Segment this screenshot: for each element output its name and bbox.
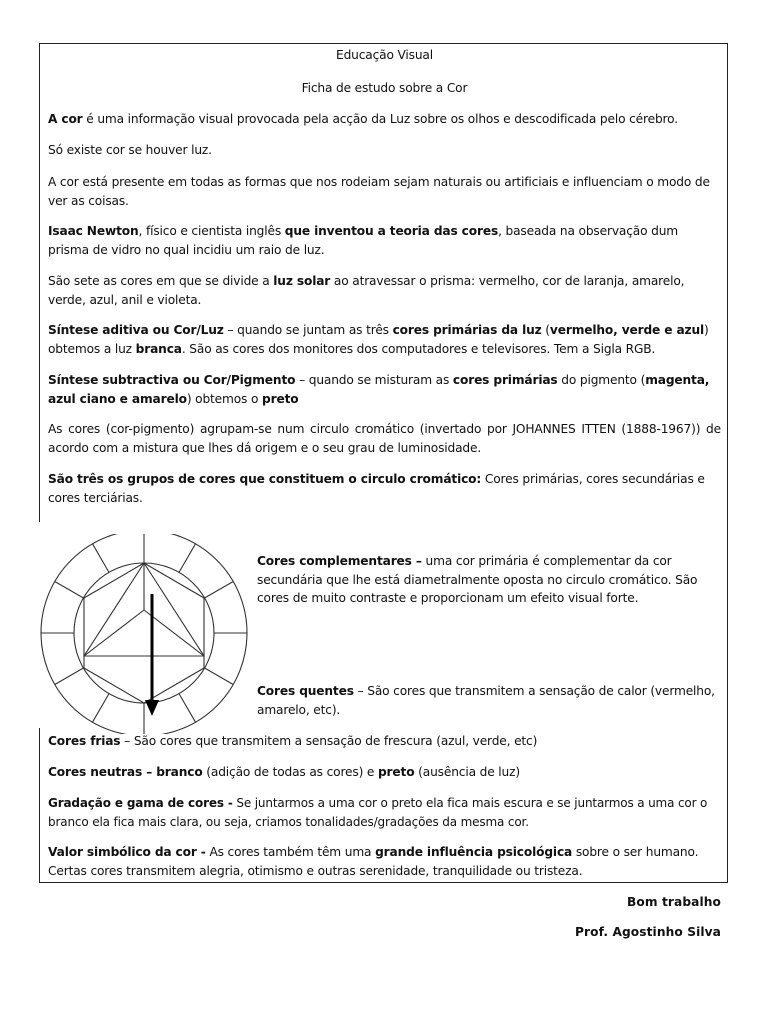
paragraph-complementary: Cores complementares – uma cor primária é complementar da cor secundária que lhe está diametralmente oposta no circulo cromático. São cores de muito contraste e proporcionam um efeito visual forte. <box>257 554 698 605</box>
paragraph-itten: As cores (cor-pigmento) agrupam-se num circulo cromático (invertado por JOHANNES ITTEN (1888-1967)) de acordo com a mistura que lhes dá origem e o seu grau de luminosidade. <box>48 422 721 455</box>
paragraph-groups: São três os grupos de cores que constituem o circulo cromático: Cores primárias, cores secundárias e cores terciárias. <box>48 472 705 505</box>
subject-heading: Educação Visual <box>336 48 433 62</box>
paragraph-symbolic: Valor simbólico da cor - As cores também têm uma grande influência psicológica sobre o ser humano. Certas cores transmitem alegria, otimismo e outras serenidade, tranquilidade ou tristeza. <box>48 845 699 878</box>
paragraph-gradation: Gradação e gama de cores - Se juntarmos a uma cor o preto ela fica mais escura e se juntarmos a uma cor o branco ela fica mais clara, ou seja, criamos tonalidades/gradações da mesma cor. <box>48 796 708 829</box>
author-signature: Prof. Agostinho Silva <box>575 925 721 939</box>
color-wheel-illustration <box>40 534 252 734</box>
page-title: Ficha de estudo sobre a Cor <box>301 81 468 95</box>
paragraph-presence: A cor está presente em todas as formas que nos rodeiam sejam naturais ou artificiais e influenciam o modo de ver as coisas. <box>48 175 710 208</box>
paragraph-neutral-colors: Cores neutras – branco (adição de todas as cores) e preto (ausência de luz) <box>48 765 520 779</box>
paragraph-light: Só existe cor se houver luz. <box>48 143 212 157</box>
paragraph-seven-colors: São sete as cores em que se divide a luz solar ao atravessar o prisma: vermelho, cor de laranja, amarelo, verde, azul, anil e violeta. <box>48 274 685 307</box>
paragraph-warm-colors: Cores quentes – São cores que transmitem a sensação de calor (vermelho, amarelo, etc). <box>257 684 715 717</box>
closing-text: Bom trabalho <box>626 895 721 909</box>
paragraph-subtractive: Síntese subtractiva ou Cor/Pigmento – quando se misturam as cores primárias do pigmento (magenta, azul ciano e amarelo) obtemos o preto <box>48 373 710 406</box>
paragraph-newton: Isaac Newton, físico e cientista inglês que inventou a teoria das cores, baseada na observação dum prisma de vidro no qual incidiu um raio de luz. <box>48 224 678 257</box>
paragraph-cold-colors: Cores frias – São cores que transmitem a sensação de frescura (azul, verde, etc) <box>48 734 538 748</box>
paragraph-additive: Síntese aditiva ou Cor/Luz – quando se juntam as três cores primárias da luz (vermelho, verde e azul) obtemos a luz branca. São as cores dos monitores dos computadores e televisores. Tem a Sigla RGB. <box>48 323 709 356</box>
worksheet-frame <box>39 43 728 883</box>
paragraph-definition: A cor é uma informação visual provocada pela acção da Luz sobre os olhos e descodificada pelo cérebro. <box>48 112 678 126</box>
